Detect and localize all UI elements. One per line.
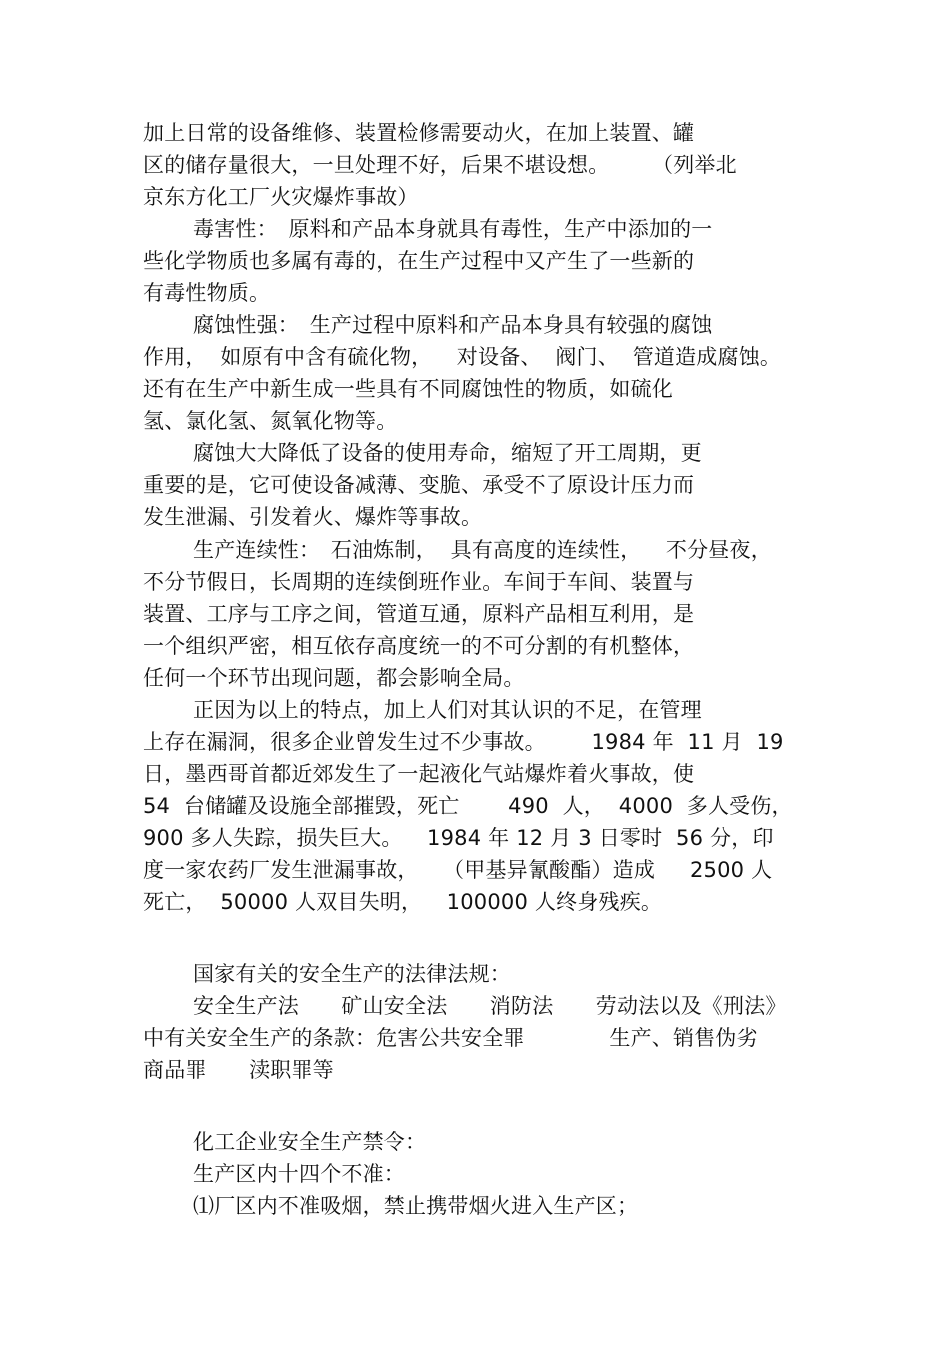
- text-line: 死亡， 50000 人双目失明， 100000 人终身残疾。: [143, 890, 663, 914]
- text-line: 些化学物质也多属有毒的，在生产过程中又产生了一些新的: [143, 249, 695, 273]
- text-line: 生产区内十四个不准：: [193, 1162, 405, 1186]
- text-line: 中有关安全生产的条款：危害公共安全罪 生产、销售伪劣: [143, 1026, 758, 1050]
- text-line: 任何一个环节出现问题，都会影响全局。: [143, 666, 525, 690]
- text-line: 京东方化工厂火灾爆炸事故）: [143, 185, 419, 209]
- text-line: 一个组织严密，相互依存高度统一的不可分割的有机整体，: [143, 634, 695, 658]
- text-line: 度一家农药厂发生泄漏事故， （甲基异氰酸酯）造成 2500 人: [143, 858, 773, 882]
- text-line: 氢、氯化氢、氮氧化物等。: [143, 409, 398, 433]
- text-line: 还有在生产中新生成一些具有不同腐蚀性的物质，如硫化: [143, 377, 673, 401]
- text-line: 腐蚀性强： 生产过程中原料和产品本身具有较强的腐蚀: [193, 313, 713, 337]
- text-line: 重要的是，它可使设备减薄、变脆、承受不了原设计压力而: [143, 473, 695, 497]
- text-line: 腐蚀大大降低了设备的使用寿命，缩短了开工周期，更: [193, 441, 702, 465]
- section-heading: 国家有关的安全生产的法律法规：: [193, 962, 511, 986]
- text-line: 毒害性： 原料和产品本身就具有毒性，生产中添加的一: [193, 217, 713, 241]
- text-line: 安全生产法 矿山安全法 消防法 劳动法以及《刑法》: [193, 994, 787, 1018]
- text-line: 上存在漏洞，很多企业曾发生过不少事故。 1984 年 11 月 19: [143, 730, 784, 754]
- text-line: 日，墨西哥首都近郊发生了一起液化气站爆炸着火事故，使: [143, 762, 695, 786]
- text-line: 900 多人失踪，损失巨大。 1984 年 12 月 3 日零时 56 分，印: [143, 826, 774, 850]
- text-line: 生产连续性： 石油炼制， 具有高度的连续性， 不分昼夜，: [193, 538, 772, 562]
- text-line: 加上日常的设备维修、装置检修需要动火，在加上装置、罐: [143, 121, 695, 145]
- section-heading: 化工企业安全生产禁令：: [193, 1130, 427, 1154]
- text-line: 不分节假日，长周期的连续倒班作业。车间于车间、装置与: [143, 570, 695, 594]
- list-item: ⑴厂区内不准吸烟，禁止携带烟火进入生产区；: [193, 1194, 639, 1218]
- text-line: 商品罪 渎职罪等: [143, 1058, 334, 1082]
- text-line: 54 台储罐及设施全部摧毁，死亡 490 人， 4000 多人受伤，: [143, 794, 793, 818]
- text-line: 作用， 如原有中含有硫化物， 对设备、 阀门、 管道造成腐蚀。: [143, 345, 782, 369]
- text-line: 正因为以上的特点，加上人们对其认识的不足，在管理: [193, 698, 702, 722]
- text-line: 装置、工序与工序之间，管道互通，原料产品相互利用，是: [143, 602, 695, 626]
- text-line: 有毒性物质。: [143, 281, 271, 305]
- text-line: 发生泄漏、引发着火、爆炸等事故。: [143, 505, 483, 529]
- text-line: 区的储存量很大，一旦处理不好，后果不堪设想。 （列举北: [143, 153, 737, 177]
